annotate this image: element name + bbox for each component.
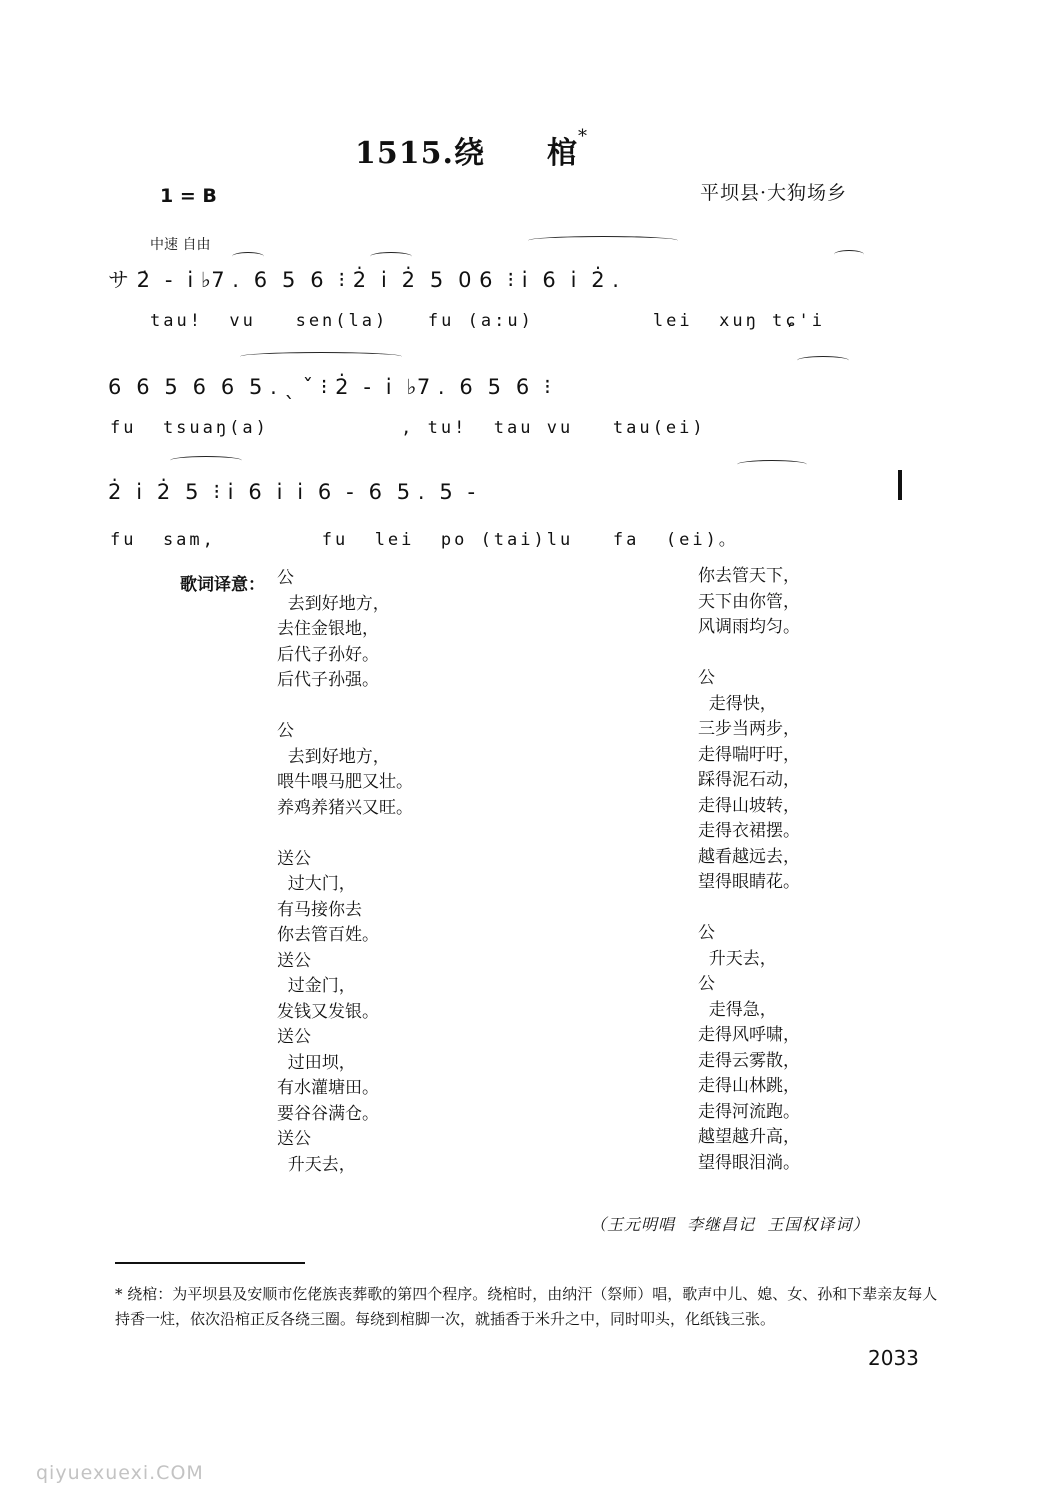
translation-line: 去到好地方， — [277, 746, 390, 767]
translation-line — [698, 641, 800, 667]
title-char-2: 棺 — [546, 136, 578, 171]
title-char-1: 绕 — [453, 136, 485, 171]
song-location: 平坝县·大狗场乡 — [700, 182, 848, 204]
translation-line: 去到好地方， — [277, 593, 390, 614]
final-barline — [898, 470, 902, 500]
translation-line: 要谷谷满仓。 — [277, 1103, 379, 1124]
translation-line: 走得快， — [698, 693, 777, 714]
translation-line: 去住金银地， — [277, 619, 379, 639]
slur-mark — [370, 252, 412, 261]
translation-line: 走得衣裙摆。 — [698, 821, 800, 841]
translation-line: 走得急， — [698, 999, 777, 1020]
translation-right-column — [698, 564, 800, 1176]
translation-left-column — [277, 566, 413, 1178]
translation-line: 公 — [698, 668, 715, 688]
slur-mark — [797, 356, 849, 365]
translation-line: 公 — [698, 923, 715, 943]
translation-line — [277, 694, 413, 720]
translation-line: 望得眼泪淌。 — [698, 1152, 800, 1173]
translation-line: 送公 — [277, 950, 311, 971]
score-lyrics-line-3: fu sam, fu lei po (tai)lu fa (ei)。 — [110, 530, 739, 550]
song-title — [355, 128, 588, 172]
translation-line: 天下由你管， — [698, 591, 800, 612]
translation-line: 过金门， — [277, 976, 356, 996]
footnote-divider — [115, 1262, 305, 1264]
translation-line: 你去管百姓。 — [277, 925, 379, 945]
score-notes-line-1: サ 2̇ - i̇ ♭7 . 6 5 6 ⁝ 2̇ i̇ 2̇ 5 0 6 ⁝ i̇ 6 i̇ 2̇ . — [108, 268, 620, 292]
translation-line — [698, 896, 800, 922]
translation-line: 公 — [698, 974, 715, 994]
key-signature: 1 = B — [160, 185, 217, 207]
translation-line: 走得风呼啸， — [698, 1025, 800, 1045]
translation-line: 你去管天下， — [698, 566, 800, 586]
translation-line: 有水灌塘田。 — [277, 1078, 379, 1098]
translation-line: 走得山林跳， — [698, 1076, 800, 1096]
translation-line: 公 — [277, 721, 294, 741]
site-watermark: qiyuexuexi.COM — [36, 1462, 204, 1484]
slur-mark — [834, 250, 864, 259]
translation-line: 有马接你去 — [277, 899, 362, 920]
translation-line: 送公 — [277, 1129, 311, 1149]
footnote-text: * 绕棺：为平坝县及安顺市仡佬族丧葬歌的第四个程序。绕棺时，由纳汗（祭师）唱，歌声中儿、媳、女、孙和下辈亲友每人持香一炷，依次沿棺正反各绕三圈。每绕到棺脚一次，就插香于米升之中，同时叩头，化纸钱三张。 — [115, 1285, 938, 1328]
translation-line: 走得山坡转， — [698, 795, 800, 816]
translation-line: 越看越远去， — [698, 846, 800, 867]
score-lyrics-line-1: tau! vu sen(la) fu (a:u) lei xuŋ tɕ'i — [150, 311, 825, 331]
translation-line: 公 — [277, 568, 294, 588]
slur-mark — [737, 460, 807, 469]
translation-line: 升天去， — [277, 1154, 356, 1175]
slur-mark — [232, 252, 264, 261]
translation-line: 喂牛喂马肥又壮。 — [277, 772, 413, 792]
translation-line: 望得眼睛花。 — [698, 872, 800, 892]
translation-line: 后代子孙好。 — [277, 644, 379, 665]
translation-line: 送公 — [277, 848, 311, 869]
translation-line: 过大门， — [277, 874, 356, 894]
translation-line: 发钱又发银。 — [277, 1001, 379, 1022]
translation-line — [277, 821, 413, 847]
translation-line: 风调雨均匀。 — [698, 617, 800, 637]
translation-line: 走得喘吁吁， — [698, 744, 800, 765]
translation-line: 养鸡养猪兴又旺。 — [277, 797, 413, 818]
translation-line: 三步当两步， — [698, 719, 800, 739]
translation-label: 歌词译意： — [180, 575, 265, 595]
translation-line: 送公 — [277, 1027, 311, 1047]
translation-line: 后代子孙强。 — [277, 670, 379, 690]
score-notes-line-3: 2̇ i̇ 2̇ 5 ⁝ i̇ 6 i̇ i̇ 6 - 6 5 . 5 - — [108, 480, 476, 504]
translation-line: 走得云雾散， — [698, 1050, 800, 1071]
song-credits: （王元明唱 李继昌记 王国权译词） — [590, 1215, 870, 1234]
translation-line: 升天去， — [698, 948, 777, 969]
song-number: 1515. — [355, 136, 454, 171]
translation-line: 越望越升高， — [698, 1127, 800, 1147]
score-lyrics-line-2: fu tsuaŋ(a) , tu! tau vu tau(ei) — [110, 418, 706, 438]
tempo-marking: 中速 自由 — [150, 237, 211, 253]
slur-mark — [170, 456, 242, 465]
score-notes-line-2: 6 6 5 6 6 5 . ˎ ˇ ⁝ 2̇ - i̇ ♭7 . 6 5 6 ⁝ — [108, 375, 552, 399]
translation-line: 踩得泥石动， — [698, 770, 800, 790]
footnote-mark: * — [577, 126, 588, 147]
translation-line: 走得河流跑。 — [698, 1101, 800, 1122]
translation-line: 过田坝， — [277, 1052, 356, 1073]
slur-mark — [528, 236, 678, 245]
page-number: 2033 — [868, 1346, 919, 1370]
slur-mark — [240, 352, 402, 361]
